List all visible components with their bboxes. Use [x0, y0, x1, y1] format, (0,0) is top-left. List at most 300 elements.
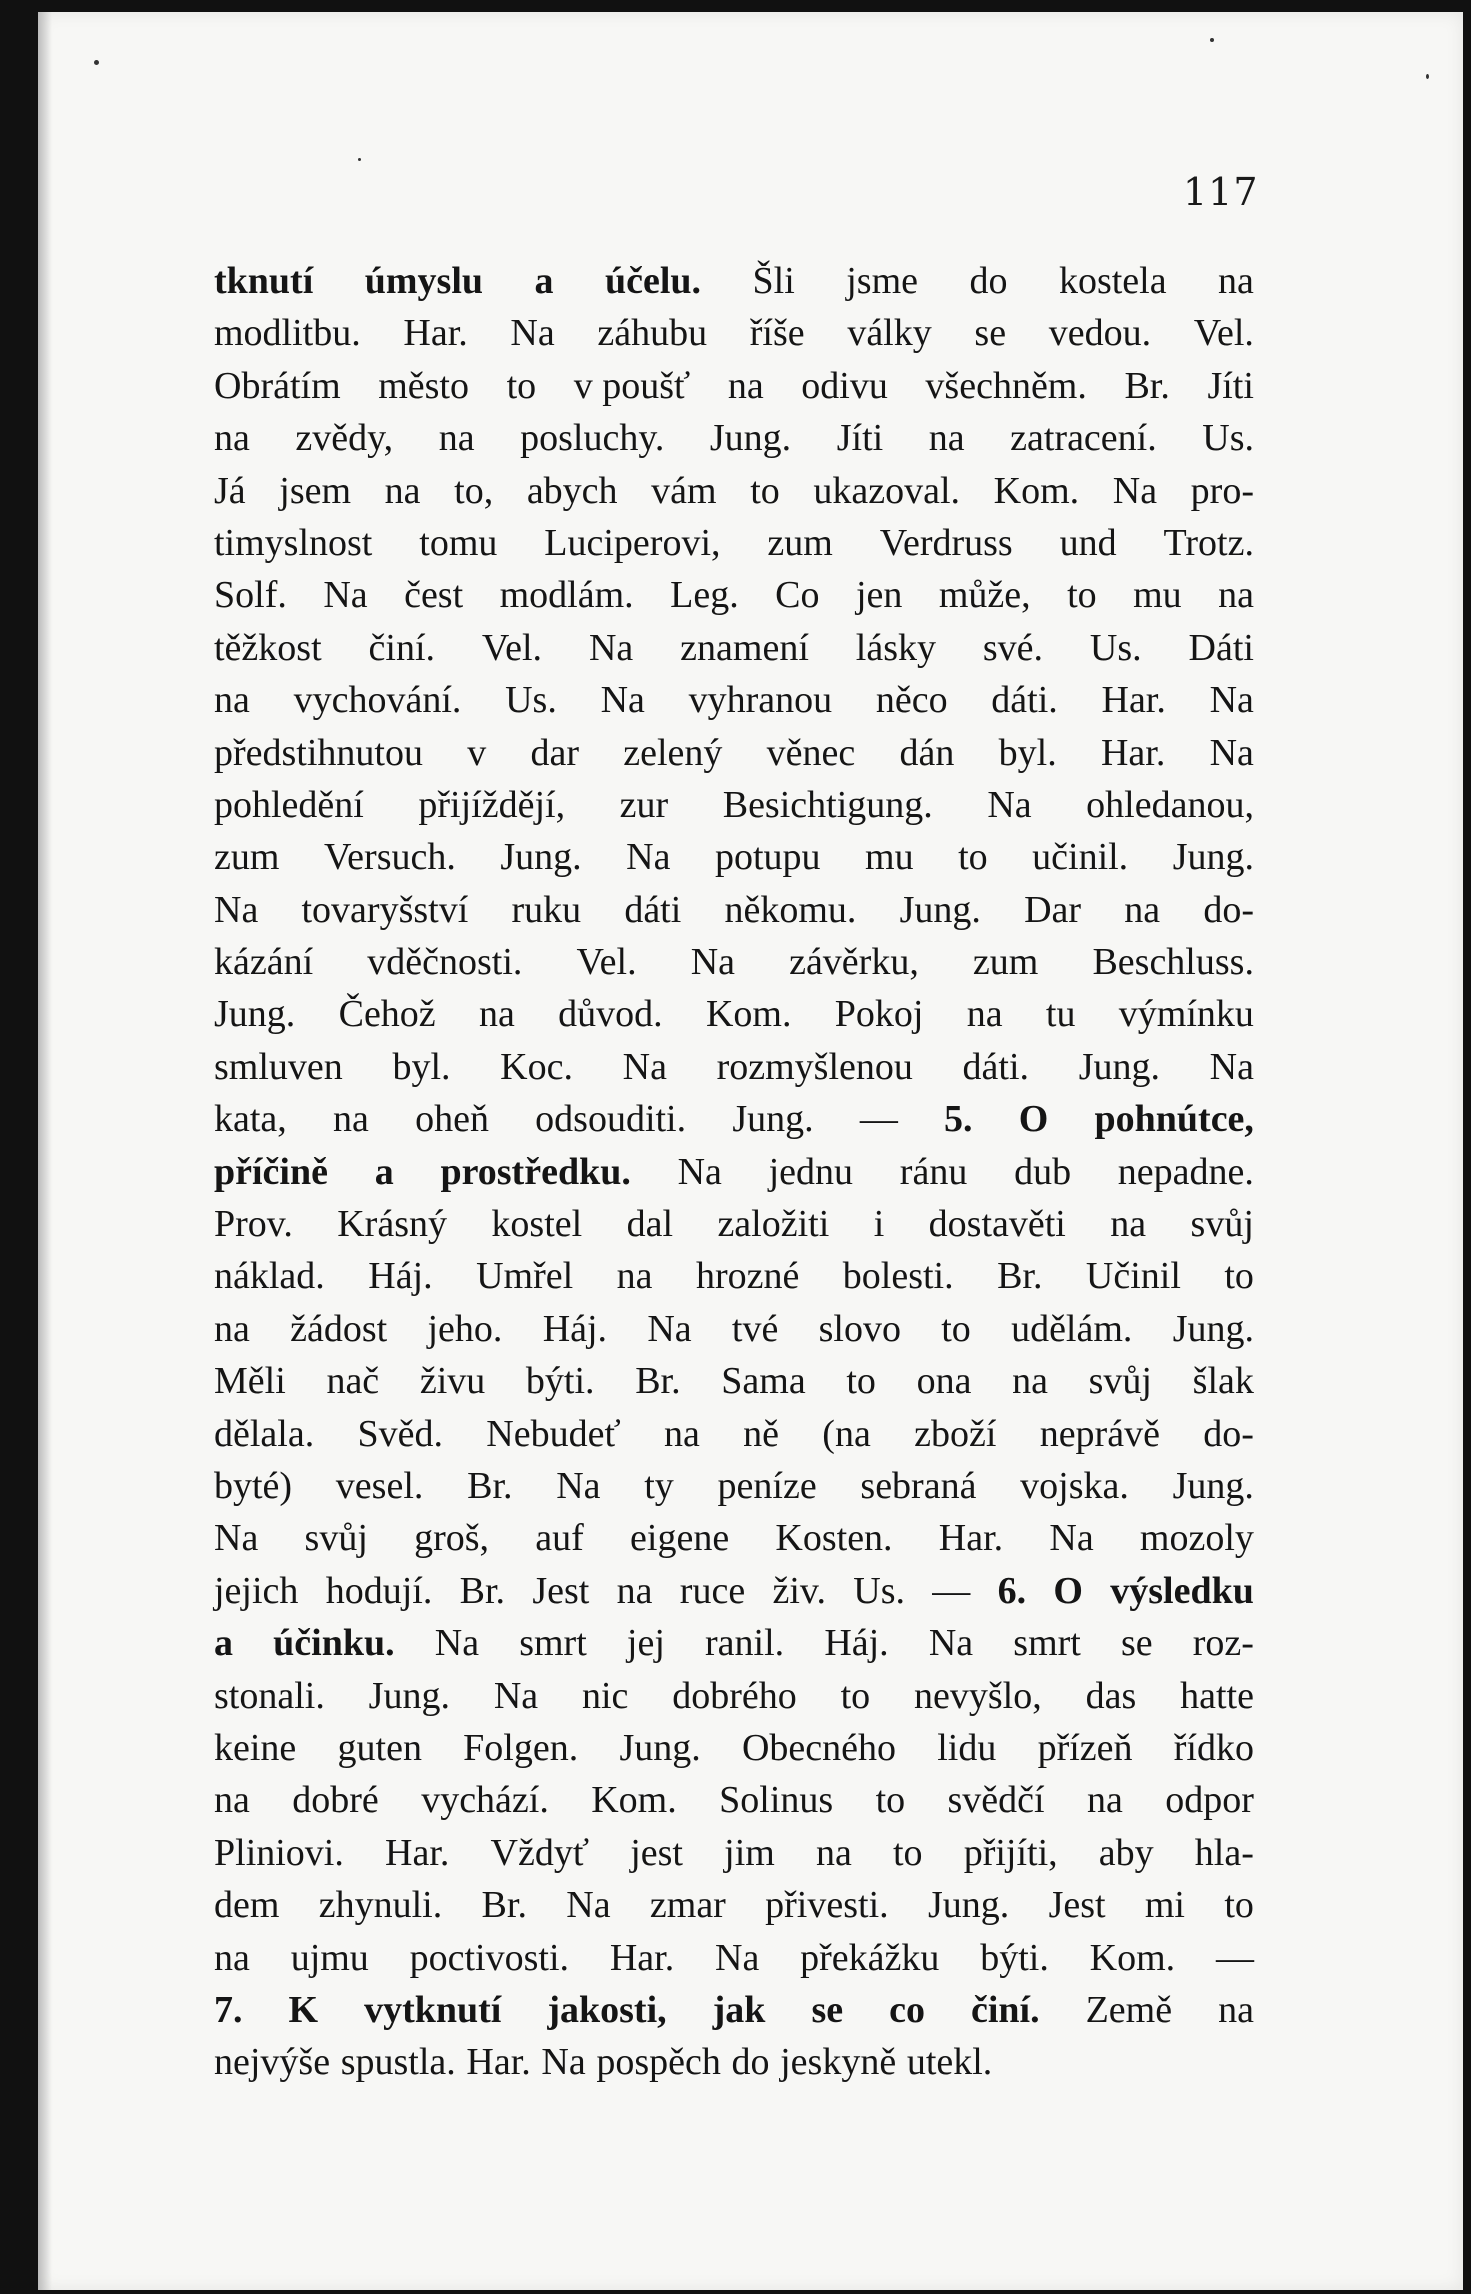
word: dar	[530, 731, 580, 774]
word: náklad.	[214, 1255, 325, 1298]
word: Na	[510, 312, 555, 355]
word: ruce	[679, 1569, 746, 1612]
word: na	[815, 1831, 852, 1874]
word: aby	[1098, 1831, 1154, 1874]
word: hrozné	[695, 1255, 800, 1298]
word: Us.	[1089, 626, 1142, 669]
word: vděčnosti.	[367, 941, 523, 984]
word: jejich	[214, 1569, 299, 1612]
word: Šli	[752, 260, 795, 302]
text-line	[214, 1460, 1254, 1512]
word: na	[438, 417, 475, 460]
word: Jung.	[899, 888, 981, 931]
word: ruku	[511, 888, 582, 931]
word: Obrátím	[214, 364, 341, 407]
word: Har.	[385, 1831, 450, 1874]
word: dělala.	[214, 1412, 315, 1455]
word: Na	[493, 1674, 539, 1717]
word: odivu	[801, 364, 888, 407]
text-line	[214, 1774, 1254, 1826]
text-line	[214, 1408, 1254, 1460]
word: ohledanou,	[1086, 783, 1254, 826]
text-line	[214, 412, 1254, 464]
word: —	[932, 1569, 971, 1612]
word: přijíždějí,	[418, 783, 566, 826]
text-line	[214, 307, 1254, 359]
word: vedou.	[1048, 312, 1152, 355]
word: Jest	[532, 1569, 590, 1612]
word: kostel	[491, 1203, 583, 1246]
word: Háj.	[368, 1255, 433, 1298]
word: smrt	[519, 1622, 587, 1665]
word: und	[1059, 521, 1117, 564]
word: Prov.	[214, 1203, 293, 1246]
word: Jung.	[619, 1726, 701, 1769]
bold-word: O	[1053, 1569, 1083, 1612]
word: tomu	[419, 521, 498, 564]
word: posluchy.	[520, 417, 665, 460]
word: ránu	[899, 1150, 968, 1193]
word: Sama	[721, 1360, 806, 1403]
bold-word: se	[811, 1988, 844, 2031]
word: hatte	[1180, 1674, 1254, 1717]
word: Svěd.	[357, 1412, 443, 1455]
word: Us.	[853, 1569, 905, 1612]
word: Na	[690, 941, 735, 984]
word: modlitbu.	[214, 312, 361, 355]
text-line	[214, 1565, 1254, 1617]
word: město	[378, 364, 469, 407]
word: Har.	[403, 312, 468, 355]
word: na	[1218, 1988, 1254, 2031]
word: oheň	[415, 1098, 489, 1141]
word: svůj	[1088, 1360, 1152, 1403]
word: překážku	[800, 1936, 940, 1979]
word: Na	[1209, 1045, 1254, 1088]
word: to	[506, 364, 537, 407]
word: to	[846, 1360, 876, 1403]
word: Br.	[997, 1255, 1043, 1298]
bold-word: a	[214, 1622, 233, 1665]
word: na	[1218, 260, 1254, 302]
word: dobré	[292, 1779, 379, 1822]
word: Kom.	[1089, 1936, 1176, 1979]
word: závěrku,	[789, 941, 919, 984]
word: činí.	[368, 626, 436, 669]
text-line	[214, 1617, 1254, 1669]
text-line	[214, 1250, 1254, 1302]
word: na	[214, 417, 250, 460]
word: Já	[214, 469, 246, 512]
word: ranil.	[705, 1622, 785, 1665]
word: živ.	[772, 1569, 826, 1612]
word: odsouditi.	[535, 1098, 687, 1141]
word: Na	[715, 1936, 760, 1979]
word: neprávě	[1039, 1412, 1160, 1455]
word: někomu.	[724, 888, 857, 931]
word: to	[1224, 1884, 1254, 1927]
word: Br.	[1124, 364, 1170, 407]
text-line	[214, 360, 1254, 412]
word: byl.	[998, 731, 1057, 774]
bold-word: úmyslu	[364, 260, 484, 302]
body-text	[214, 255, 1254, 2089]
word: das	[1085, 1674, 1137, 1717]
word: na	[478, 993, 515, 1036]
word: zum	[214, 836, 280, 879]
word: Na	[323, 574, 368, 617]
word: bolesti.	[842, 1255, 954, 1298]
word: vychování.	[293, 679, 462, 722]
text-line	[214, 936, 1254, 988]
word: Na	[600, 679, 645, 722]
word: nač	[326, 1360, 380, 1403]
word: Co	[775, 574, 820, 617]
word: to	[840, 1674, 871, 1717]
word: na	[928, 417, 965, 460]
paper-speck	[1210, 38, 1214, 42]
word: Br.	[635, 1360, 681, 1403]
word: Na	[987, 783, 1032, 826]
word: Jung.	[368, 1674, 450, 1717]
word: nejvýše	[214, 2041, 331, 2084]
word: potupu	[714, 836, 821, 879]
word: na	[1110, 1203, 1147, 1246]
word: Na	[1209, 731, 1254, 774]
word: vojska.	[1020, 1464, 1129, 1507]
word: zhynuli.	[318, 1884, 443, 1927]
word: čest	[404, 574, 464, 617]
word: Kom.	[591, 1779, 677, 1822]
word: šlak	[1192, 1360, 1254, 1403]
word: roz-	[1192, 1622, 1254, 1665]
word: Na	[1209, 679, 1254, 722]
word: mozoly	[1139, 1517, 1254, 1560]
word: ukazoval.	[813, 469, 961, 512]
word: může,	[938, 574, 1031, 617]
word: Kom.	[705, 993, 792, 1036]
word: ně	[743, 1412, 780, 1455]
bold-word: činí.	[970, 1988, 1040, 2031]
bold-word: 7.	[214, 1988, 243, 2031]
word: Jung.	[709, 417, 792, 460]
word: živu	[419, 1360, 486, 1403]
word: Na	[928, 1622, 974, 1665]
word: Jung.	[1172, 1464, 1254, 1507]
word: Jíti	[836, 417, 884, 460]
text-line	[214, 779, 1254, 831]
word: to	[1224, 1255, 1254, 1298]
word: Nebudeť	[486, 1412, 621, 1455]
word: učinil.	[1032, 836, 1129, 879]
word: Br.	[467, 1464, 513, 1507]
text-line	[214, 465, 1254, 517]
word: žádost	[290, 1307, 388, 1350]
word: dáti.	[962, 1045, 1030, 1088]
bold-word: K	[288, 1988, 319, 2031]
word: svědčí	[947, 1779, 1045, 1822]
word: býti.	[525, 1360, 595, 1403]
bold-word: účelu.	[604, 260, 702, 302]
paper-speck	[94, 60, 99, 65]
word: Na	[434, 1622, 480, 1665]
word: pospěch	[596, 2041, 721, 2084]
word: mi	[1144, 1884, 1185, 1927]
word: nepadne.	[1117, 1150, 1254, 1193]
text-line	[214, 2036, 1254, 2088]
word: Us.	[1202, 417, 1254, 460]
word: stonali.	[214, 1674, 325, 1717]
text-line	[214, 517, 1254, 569]
word: timyslnost	[214, 521, 373, 564]
word: svůj	[304, 1517, 368, 1560]
word: těžkost	[214, 626, 322, 669]
text-line	[214, 1093, 1254, 1145]
word: přízeň	[1037, 1726, 1133, 1769]
word: mu	[1133, 574, 1182, 617]
word: Na	[588, 626, 634, 669]
word: Har.	[466, 2041, 531, 2084]
word: na	[966, 993, 1003, 1036]
word: sebraná	[860, 1464, 977, 1507]
word: Leg.	[670, 574, 739, 617]
word: dáti	[624, 888, 682, 931]
word: Luciperovi,	[544, 521, 721, 564]
word: Jung.	[927, 1884, 1010, 1927]
word: Na	[556, 1464, 601, 1507]
word: eigene	[630, 1517, 730, 1560]
word: odpor	[1165, 1779, 1254, 1822]
word: řídko	[1173, 1726, 1254, 1769]
word: —	[1215, 1936, 1254, 1979]
word: to	[941, 1307, 971, 1350]
word: zum	[767, 521, 833, 564]
word: Pliniovi.	[214, 1831, 344, 1874]
word: se	[1120, 1622, 1153, 1665]
word: zvědy,	[295, 417, 394, 460]
word: Kom.	[993, 469, 1080, 512]
bold-word: jakosti,	[547, 1988, 667, 2031]
word: Jung.	[732, 1098, 814, 1141]
text-line	[214, 1879, 1254, 1931]
word: nic	[581, 1674, 629, 1717]
word: Har.	[609, 1936, 675, 1979]
word: dobrého	[672, 1674, 797, 1717]
word: utekl.	[906, 2041, 993, 2084]
word: něco	[875, 679, 948, 722]
word: Na	[214, 1517, 259, 1560]
word: i	[873, 1203, 885, 1246]
word: jsme	[846, 260, 918, 302]
word: auf	[535, 1517, 584, 1560]
word: Pokoj	[834, 993, 924, 1036]
word: do-	[1203, 888, 1254, 931]
word: ujmu	[290, 1936, 369, 1979]
word: udělám.	[1011, 1307, 1133, 1350]
text-line	[214, 674, 1254, 726]
word: smrt	[1013, 1622, 1081, 1665]
word: slovo	[818, 1307, 901, 1350]
word: na	[616, 1255, 653, 1298]
bold-word: 5.	[944, 1098, 973, 1141]
word: modlám.	[499, 574, 634, 617]
word: založiti	[717, 1203, 830, 1246]
text-line	[214, 1984, 1254, 2036]
word: byté)	[214, 1464, 293, 1507]
word: jsem	[279, 469, 352, 512]
word: Učinil	[1085, 1255, 1181, 1298]
word: přivesti.	[765, 1884, 889, 1927]
word: Na	[647, 1307, 692, 1350]
word: dostavěti	[928, 1203, 1066, 1246]
text-line	[214, 1827, 1254, 1879]
word: na	[214, 679, 250, 722]
word: vám	[651, 469, 717, 512]
word: dáti.	[991, 679, 1058, 722]
bold-word: prostředku.	[440, 1150, 631, 1193]
word: Vel.	[576, 941, 637, 984]
word: Vel.	[481, 626, 543, 669]
word: (na	[822, 1412, 871, 1455]
word: to	[958, 836, 988, 879]
word: lidu	[937, 1726, 997, 1769]
word: na	[333, 1098, 369, 1141]
word: to	[892, 1831, 923, 1874]
word: svůj	[1190, 1203, 1254, 1246]
word: Har.	[1101, 679, 1166, 722]
word: zum	[972, 941, 1039, 984]
word: Jung.	[1172, 1307, 1254, 1350]
word: kata,	[214, 1098, 287, 1141]
word: byl.	[392, 1045, 451, 1088]
word: Dar	[1024, 888, 1082, 931]
bold-word: výsledku	[1110, 1569, 1254, 1612]
word: Na	[214, 888, 259, 931]
text-line	[214, 727, 1254, 779]
word: Měli	[214, 1360, 286, 1403]
word: Koc.	[500, 1045, 573, 1088]
word: zmar	[649, 1884, 726, 1927]
word: guten	[337, 1726, 422, 1769]
word: v poušť	[573, 364, 691, 407]
word: Na	[626, 836, 671, 879]
word: kázání	[214, 941, 314, 984]
text-line	[214, 255, 1254, 307]
word: jednu	[768, 1150, 854, 1193]
word: Beschluss.	[1092, 941, 1254, 984]
word: všechněm.	[925, 364, 1087, 407]
word: jest	[630, 1831, 683, 1874]
word: do	[969, 260, 1008, 302]
word: zboží	[914, 1412, 997, 1455]
word: mu	[865, 836, 914, 879]
word: ona	[916, 1360, 972, 1403]
word: Har.	[938, 1517, 1004, 1560]
word: Umřel	[476, 1255, 574, 1298]
word: dal	[626, 1203, 674, 1246]
paper-speck	[1426, 74, 1429, 79]
word: Dáti	[1188, 626, 1254, 669]
word: jej	[626, 1622, 665, 1665]
word: býti.	[980, 1936, 1049, 1979]
word: na	[727, 364, 764, 407]
word: Obecného	[741, 1726, 897, 1769]
text-line	[214, 1722, 1254, 1774]
text-line	[214, 1512, 1254, 1564]
word: Jung.	[1078, 1045, 1160, 1088]
word: tvé	[731, 1307, 779, 1350]
word: své.	[982, 626, 1044, 669]
text-line	[214, 1932, 1254, 1984]
word: Solinus	[719, 1779, 834, 1822]
word: Kosten.	[775, 1517, 893, 1560]
word: Háj.	[824, 1622, 889, 1665]
word: věnec	[766, 731, 856, 774]
text-line	[214, 1041, 1254, 1093]
word: Jung.	[1172, 836, 1254, 879]
bold-word: a	[374, 1150, 394, 1193]
word: Jung.	[500, 836, 582, 879]
word: dem	[214, 1884, 280, 1927]
word: pohledění	[214, 783, 364, 826]
word: Čehož	[338, 993, 436, 1036]
word: Br.	[481, 1884, 527, 1927]
word: vychází.	[421, 1779, 549, 1822]
word: Verdruss	[879, 521, 1013, 564]
word: —	[859, 1098, 898, 1141]
text-line	[214, 1198, 1254, 1250]
word: spustla.	[340, 2041, 456, 2084]
bold-word: tknutí	[214, 260, 314, 302]
word: Vel.	[1193, 312, 1254, 355]
word: vesel.	[335, 1464, 424, 1507]
word: jen	[855, 574, 903, 617]
word: Jest	[1048, 1884, 1106, 1927]
bold-word: jak	[712, 1988, 766, 2031]
word: znamení	[680, 626, 809, 669]
word: přijíti,	[963, 1831, 1058, 1874]
text-line	[214, 1303, 1254, 1355]
text-line	[214, 884, 1254, 936]
word: jeskyně	[780, 2041, 897, 2084]
word: to	[750, 469, 780, 512]
word: Br.	[459, 1569, 506, 1612]
word: Na	[677, 1150, 722, 1193]
word: Jíti	[1207, 364, 1254, 407]
word: tovaryšství	[301, 888, 469, 931]
word: groš,	[414, 1517, 490, 1560]
word: války	[847, 312, 932, 355]
word: Folgen.	[463, 1726, 579, 1769]
word: Krásný	[337, 1203, 447, 1246]
word: pro-	[1190, 469, 1254, 512]
word: jeho.	[427, 1307, 503, 1350]
word: to	[1067, 574, 1097, 617]
word: rozmyšlenou	[716, 1045, 913, 1088]
word: Trotz.	[1163, 521, 1254, 564]
word: ty	[644, 1464, 674, 1507]
text-line	[214, 1670, 1254, 1722]
word: Jung.	[214, 993, 296, 1036]
word: zur	[619, 783, 669, 826]
word: na	[384, 469, 421, 512]
bold-word: vytknutí	[364, 1988, 502, 2031]
word: na	[1012, 1360, 1048, 1403]
word: předstihnutou	[214, 731, 423, 774]
word: Na	[566, 1884, 611, 1927]
bold-word: účinku.	[273, 1622, 395, 1665]
bold-word: 6.	[997, 1569, 1027, 1612]
